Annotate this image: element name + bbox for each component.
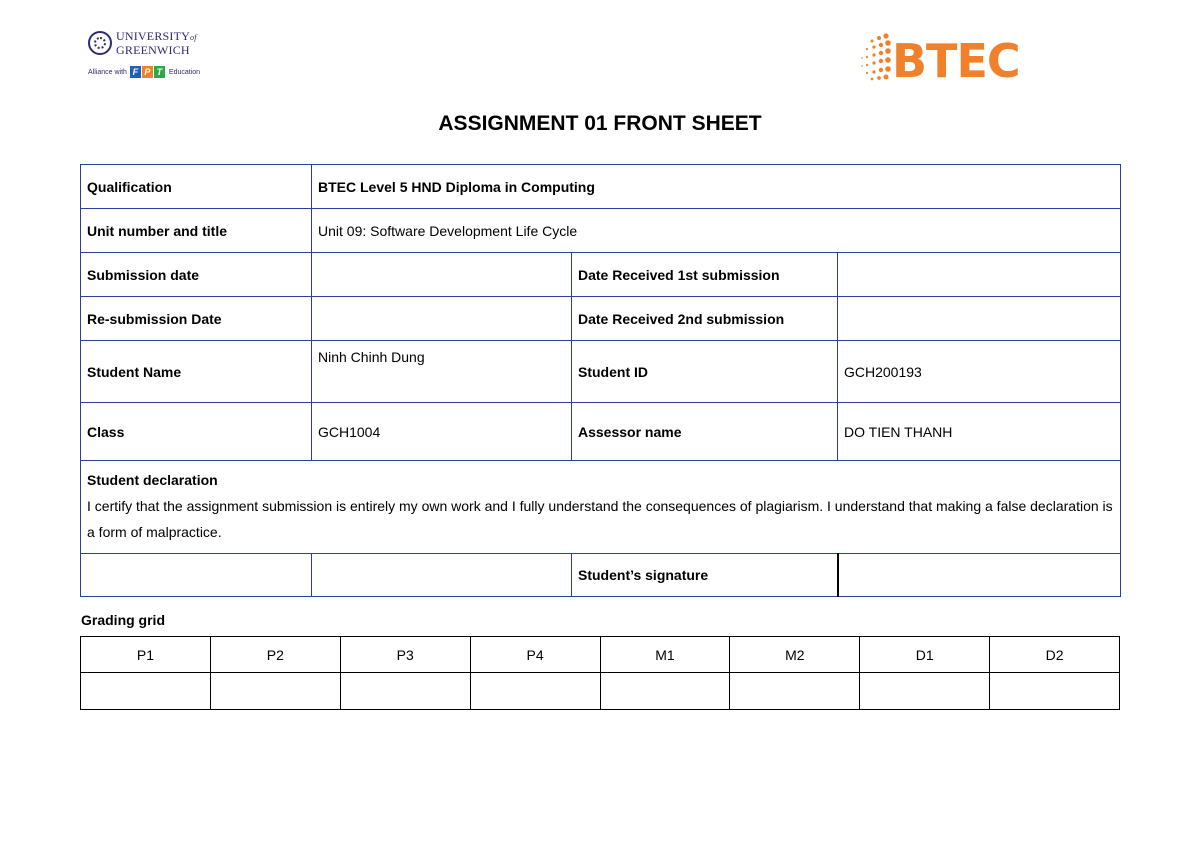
class-value[interactable]: GCH1004 [312,403,572,461]
student-row [81,341,1121,403]
declaration-cell [81,461,1121,554]
signature-value[interactable] [838,554,1121,597]
fpt-letter-p: P [142,66,153,78]
btec-wordmark: BTEC [892,34,1020,88]
qualification-label: Qualification [81,165,312,209]
resubmission-row [81,297,1121,341]
grade-header-p1: P1 [81,637,211,673]
signature-blank-1 [81,554,312,597]
university-line1: UNIVERSITY [116,29,190,43]
alliance-suffix: Education [168,68,201,76]
grade-value-d2[interactable] [990,673,1120,710]
submission-row [81,253,1121,297]
grade-header-p3: P3 [340,637,470,673]
date-received-1-label: Date Received 1st submission [572,253,838,297]
unit-label: Unit number and title [81,209,312,253]
resubmission-date-value[interactable] [312,297,572,341]
student-name-value[interactable]: Ninh Chinh Dung [312,341,572,403]
alliance-line [88,66,218,78]
grade-value-d1[interactable] [860,673,990,710]
university-line2: GREENWICH [116,43,190,57]
grading-grid-table [80,636,1120,710]
assessor-label: Assessor name [572,403,838,461]
grade-value-m1[interactable] [600,673,730,710]
grading-header-row [81,637,1120,673]
grade-header-d2: D2 [990,637,1120,673]
greenwich-seal-icon [88,31,112,55]
declaration-text: I certify that the assignment submission is entirely my own work and I fully understand the consequences of plagiarism. I understand that making a false declaration is a form of malpractice. [87,498,1113,540]
submission-date-label: Submission date [81,253,312,297]
grading-grid-label: Grading grid [81,612,165,628]
grade-header-m2: M2 [730,637,860,673]
grade-header-p4: P4 [470,637,600,673]
btec-logo [860,30,1040,90]
university-of-greenwich-logo [88,30,218,90]
class-row [81,403,1121,461]
date-received-2-label: Date Received 2nd submission [572,297,838,341]
grade-header-m1: M1 [600,637,730,673]
qualification-value: BTEC Level 5 HND Diploma in Computing [312,165,1121,209]
class-label: Class [81,403,312,461]
grade-value-p1[interactable] [81,673,211,710]
resubmission-date-label: Re-submission Date [81,297,312,341]
unit-row [81,209,1121,253]
grade-value-p2[interactable] [210,673,340,710]
grade-value-p4[interactable] [470,673,600,710]
date-received-2-value[interactable] [838,297,1121,341]
student-id-label: Student ID [572,341,838,403]
unit-value: Unit 09: Software Development Life Cycle [312,209,1121,253]
university-of: of [190,33,197,42]
assessor-value[interactable]: DO TIEN THANH [838,403,1121,461]
grade-header-d1: D1 [860,637,990,673]
page-title: ASSIGNMENT 01 FRONT SHEET [438,112,762,135]
signature-row [81,554,1121,597]
signature-label: Student’s signature [572,554,838,597]
submission-date-value[interactable] [312,253,572,297]
student-id-value[interactable]: GCH200193 [838,341,1121,403]
fpt-logo [130,66,166,78]
fpt-letter-f: F [130,66,141,78]
grade-value-p3[interactable] [340,673,470,710]
grade-header-p2: P2 [210,637,340,673]
signature-blank-2 [312,554,572,597]
declaration-row [81,461,1121,554]
alliance-prefix: Alliance with [88,68,127,76]
grade-value-m2[interactable] [730,673,860,710]
student-name-label: Student Name [81,341,312,403]
fpt-letter-t: T [154,66,165,78]
date-received-1-value[interactable] [838,253,1121,297]
grading-value-row [81,673,1120,710]
qualification-row [81,165,1121,209]
declaration-heading: Student declaration [87,472,218,488]
front-sheet-table [80,164,1121,597]
